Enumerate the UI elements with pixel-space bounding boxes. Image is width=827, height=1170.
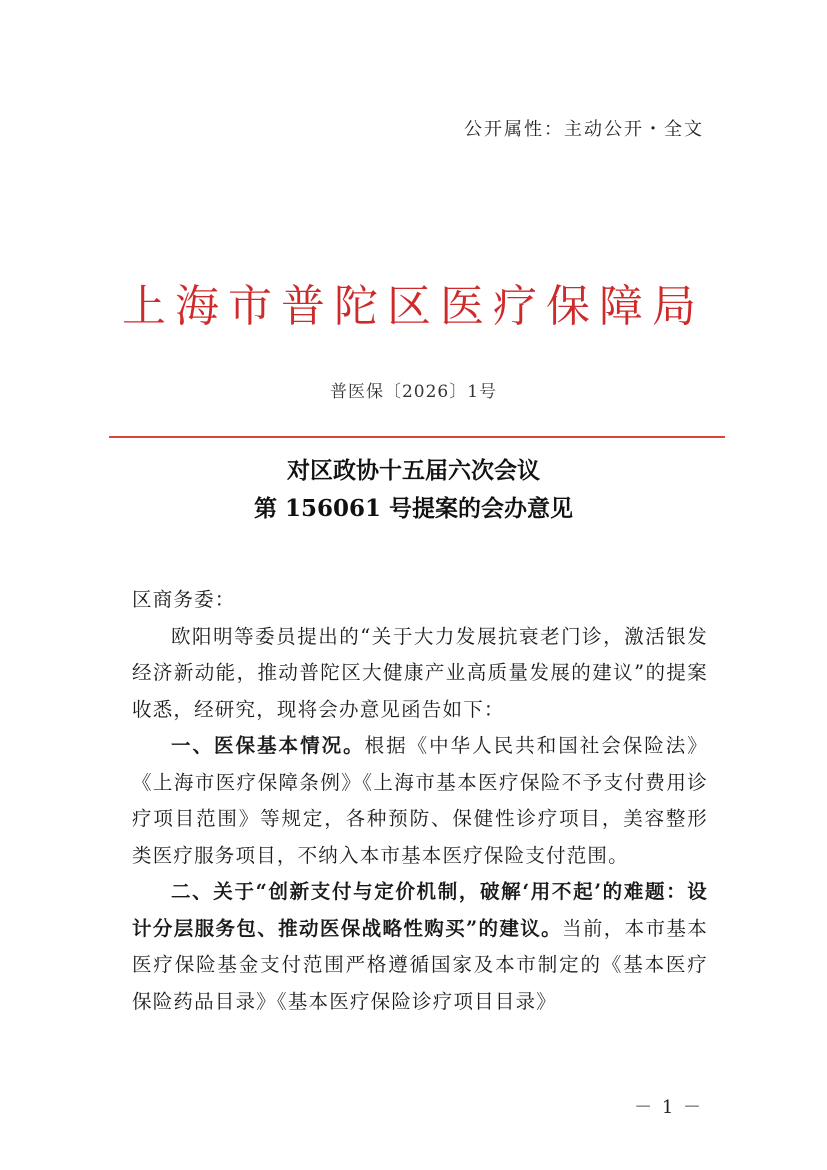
section-2-heading: 二、关于“创新支付与定价机制，破解‘用不起’的难题：设计分层服务包、推动医保战略性购买”的建议。 [132,880,708,940]
paragraph-intro: 欧阳明等委员提出的“关于大力发展抗衰老门诊，激活银发经济新动能，推动普陀区大健康产业高质量发展的建议”的提案收悉，经研究，现将会办意见函告如下： [132,624,708,721]
document-body [132,582,708,1020]
section-1-heading: 一、医保基本情况。 [171,734,365,757]
issuing-organization-title: 上海市普陀区医疗保障局 [122,281,705,332]
document-number: 普医保〔2026〕1号 [329,382,498,402]
disclosure-attribute: 公开属性：主动公开・全文 [464,119,704,140]
document-subject [0,452,827,528]
page-number: － 1 － [634,1097,703,1118]
subject-line-1: 对区政协十五届六次会议 [287,457,540,484]
paragraph-section-2 [132,874,708,1020]
red-divider-line [109,436,725,438]
paragraph-section-1 [132,728,708,874]
subject-line-2: 第 156061 号提案的会办意见 [253,495,574,522]
section-2-text: 当前，本市基本医疗保险基金支付范围严格遵循国家及本市制定的《基本医疗保险药品目录》《基本医疗保险诊疗项目目录》 [132,916,709,1013]
section-1-text: 根据《中华人民共和国社会保险法》《上海市医疗保障条例》《上海市基本医疗保险不予支付费用诊疗项目范围》等规定，各种预防、保健性诊疗项目，美容整形类医疗服务项目，不纳入本市基本医疗保险支付范围。 [132,734,708,867]
addressee: 区商务委： [132,588,236,611]
